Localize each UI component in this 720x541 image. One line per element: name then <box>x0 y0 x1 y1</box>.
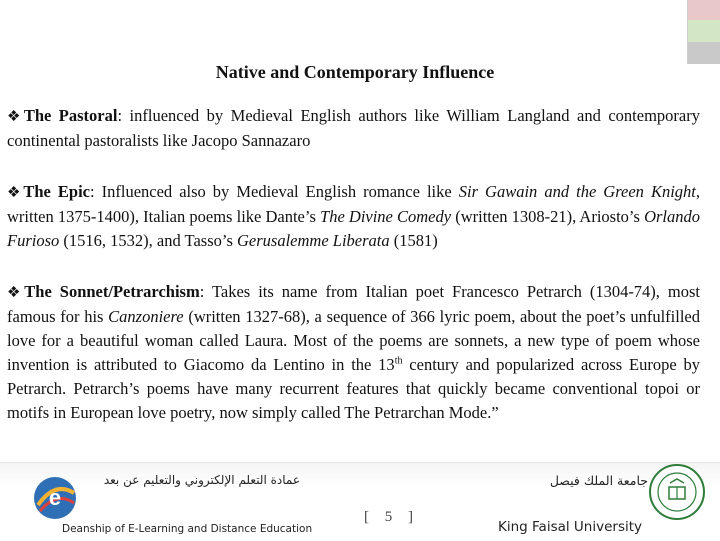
elearning-logo-icon <box>32 475 78 521</box>
epic-heading: The Epic <box>23 182 90 201</box>
bullet-icon: ❖ <box>7 185 24 201</box>
epic-text-2: , written 1375-1400), Italian poems like Dante’s <box>7 182 701 226</box>
decor-block-pink <box>688 0 720 20</box>
epic-text-4: (1516, 1532), and Tasso’s <box>59 231 238 250</box>
bullet-icon: ❖ <box>7 109 24 125</box>
sonnet-superscript: th <box>394 355 403 367</box>
decor-block-grey <box>688 42 720 64</box>
sonnet-heading: The Sonnet/Petrarchism <box>24 282 200 301</box>
paragraph-sonnet <box>7 280 700 425</box>
sonnet-text-2: (written 1327-68), a sequence of 366 lyric poem, about the poet’s unfulfilled love for a beautiful woman called Laura. Most of the poems are sonnets, a new type of poem whose invention is attributed to Giacomo da Lentino in the 13 <box>7 307 700 374</box>
epic-work-divine-comedy: The Divine Comedy <box>320 207 452 226</box>
svg-text:e: e <box>48 485 62 510</box>
pastoral-text: : influenced by Medieval English authors like William Langland and contemporary continental pastoralists like Jacopo Sannazaro <box>7 106 700 150</box>
slide-footer <box>0 462 720 541</box>
deanship-name: Deanship of E-Learning and Distance Education <box>62 523 313 535</box>
epic-work-gawain: Sir Gawain and the Green Knight <box>458 182 696 201</box>
sonnet-text-1: : Takes its name from Italian poet Francesco Petrarch (1304-74), most famous for his <box>7 282 700 326</box>
bullet-icon: ❖ <box>7 285 25 301</box>
university-arabic-name: جامعة الملك فيصل <box>549 473 648 488</box>
epic-text-5: (1581) <box>389 231 438 250</box>
paragraph-epic <box>7 180 700 253</box>
epic-work-gerusalemme: Gerusalemme Liberata <box>237 231 390 250</box>
epic-text-1: : Influenced also by Medieval English romance like <box>90 182 459 201</box>
slide-title: Native and Contemporary Influence <box>215 62 495 82</box>
decor-divider <box>687 0 688 64</box>
university-seal-icon <box>648 463 706 521</box>
epic-work-orlando: Orlando Furioso <box>7 207 700 250</box>
sonnet-work-canzoniere: Canzoniere <box>108 307 184 326</box>
university-name: King Faisal University <box>498 519 643 535</box>
deanship-arabic-name: عمادة التعلم الإلكتروني والتعليم عن بعد <box>103 473 300 487</box>
paragraph-pastoral <box>7 104 700 153</box>
slide-content <box>7 104 700 452</box>
sonnet-text-3: century and popularized across Europe by Petrarch. Petrarch’s poems have many recurrent features that quickly became conventional topoi or motifs in European love poetry, now simply called The Petrarchan Mode.” <box>7 355 700 422</box>
epic-text-3: (written 1308-21), Ariosto’s <box>451 207 645 226</box>
pastoral-heading: The Pastoral <box>23 106 118 125</box>
decor-block-green <box>688 20 720 42</box>
page-number: [ 5 ] <box>364 509 419 525</box>
